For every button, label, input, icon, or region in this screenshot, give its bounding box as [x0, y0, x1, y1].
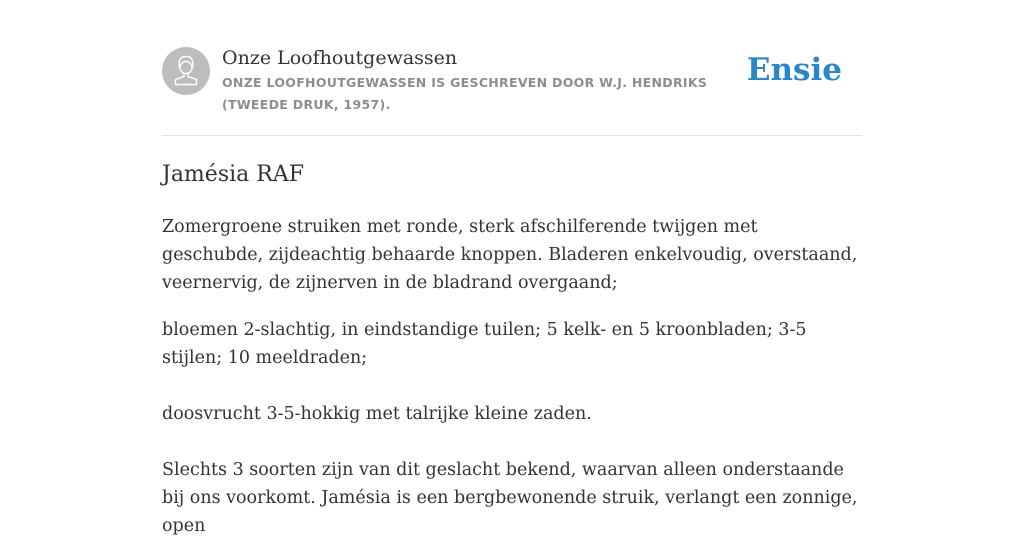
- article-paragraph: doosvrucht 3-5-hokkig met talrijke kleine zaden.: [162, 404, 592, 424]
- user-outline-icon: [162, 47, 210, 95]
- ensie-logo[interactable]: Ensie: [746, 52, 842, 88]
- article-paragraph: Zomergroene struiken met ronde, sterk afschilferende twijgen met geschubde, zijdeachtig behaarde knoppen. Bladeren enkelvoudig, overstaand, veernervig, de zijnerven in de bladrand overgaand;: [162, 217, 858, 293]
- book-description: ONZE LOOFHOUTGEWASSEN IS GESCHREVEN DOOR W.J. HENDRIKS (TWEEDE DRUK, 1957).: [222, 75, 708, 112]
- article-paragraph: bloemen 2-slachtig, in eindstandige tuilen; 5 kelk- en 5 kroonbladen; 3-5 stijlen; 10 meeldraden;: [162, 320, 807, 368]
- book-title[interactable]: Onze Loofhoutgewassen: [222, 47, 458, 69]
- source-header: [162, 47, 862, 136]
- article: [162, 160, 862, 540]
- article-paragraph: Slechts 3 soorten zijn van dit geslacht bekend, waarvan alleen onderstaande bij ons voorkomt. Jamésia is een bergbewonende struik, verlangt een zonnige, open: [162, 460, 858, 536]
- article-title: Jamésia RAF: [162, 162, 304, 187]
- avatar[interactable]: [162, 47, 210, 95]
